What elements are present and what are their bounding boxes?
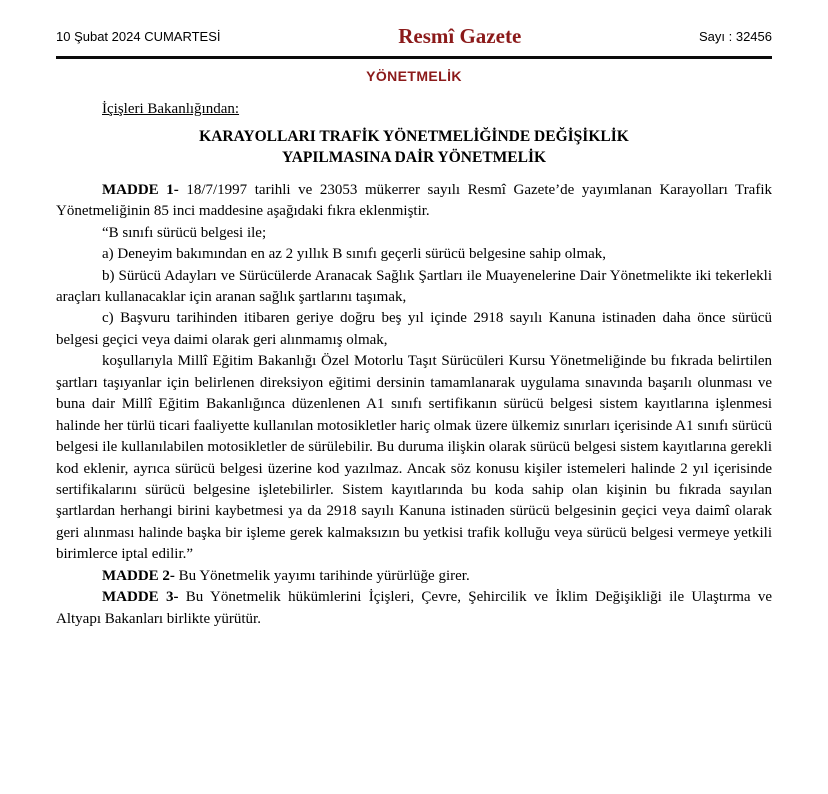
paragraph-madde-2 [56,566,772,587]
paragraph-madde-3 [56,587,772,630]
paragraph-conditions [56,351,772,565]
paragraph-item-b [56,266,772,309]
conditions-text: koşullarıyla Millî Eğitim Bakanlığı Özel Motorlu Taşıt Sürücüleri Kursu Yönetmeliğinde bu fıkrada belirtilen şartları taşıyanlar için belirlenen direksiyon eğitimi dersinin tamamlanarak uygulama sınavında başarılı olunması ve buna dair Millî Eğitim Bakanlığınca düzenlenen A1 sınıfı sertifikanın sürücü belgesi sistem kayıtlarına işlenmesi halinde her türlü ticari faaliyette kullanılan motosikletler hariç olmak üzere ülkemiz sınırları içerisinde A1 sınıfı sürücü belgesi ile kullanılabilen motosikletler de sürülebilir. Bu duruma ilişkin olarak sürücü belgesi sistem kayıtlarına gerekli kod eklenir, ayrıca sürücü belgesi üzerine kod yazılmaz. Ancak söz konusu kişiler istemeleri halinde 2 yıl içerisinde sertifikalarını sürücü belgesine işletebilirler. Sistem kayıtlarında bu koda sahip olan kişinin bu fıkrada sayılan şartlardan herhangi birini kaybetmesi ya da 2918 sayılı Kanuna istinaden sürücü belgesinin geçici veya daimî olarak geri alınması halinde başka bir işleme gerek kalmaksızın bu yetkisi trafik kolluğu veya sürücü belgesi vermeye yetkili birimlerce iptal edilir.” [56,353,772,563]
section-heading: YÖNETMELİK [366,68,462,84]
madde-3-label: MADDE 3- [102,589,179,606]
paragraph-item-c [56,308,772,351]
ministry-line: İçişleri Bakanlığından: [102,101,240,117]
regulation-body [56,180,772,630]
gazette-header [56,24,772,49]
header-issue-number: Sayı : 32456 [698,29,772,44]
item-b-text: b) Sürücü Adayları ve Sürücülerde Aranacak Sağlık Şartları ile Muayenelerine Dair Yönetmelikte iki tekerlekli araçları kullanacaklar için aranan sağlık şartlarını taşımak, [56,267,772,306]
madde-2-text: Bu Yönetmelik yayımı tarihinde yürürlüğe girer. [174,567,470,584]
regulation-title-line2: YAPILMASINA DAİR YÖNETMELİK [281,148,547,166]
ministry-line-wrap [56,101,772,118]
madde-2-label: MADDE 2- [102,567,175,584]
paragraph-madde-1 [56,180,772,223]
item-a-text: a) Deneyim bakımından en az 2 yıllık B sınıfı geçerli sürücü belgesine sahip olmak, [102,246,607,263]
quote-open-text: “B sınıfı sürücü belgesi ile; [102,224,267,241]
paragraph-item-a [56,244,772,265]
paragraph-quote-open [56,223,772,244]
item-c-text: c) Başvuru tarihinden itibaren geriye doğru beş yıl içinde 2918 sayılı Kanuna istinaden daha önce sürücü belgesi geçici veya daimi olarak geri alınmamış olmak, [56,310,772,348]
header-date: 10 Şubat 2024 CUMARTESİ [56,29,221,44]
madde-3-text: Bu Yönetmelik hükümlerini İçişleri, Çevre, Şehircilik ve İklim Değişikliği ile Ulaştırma ve Altyapı Bakanları birlikte yürütür. [56,589,772,627]
madde-1-text: 18/7/1997 tarihli ve 23053 mükerrer sayılı Resmî Gazete’de yayımlanan Karayolları Trafik Yönetmeliğinin 85 inci maddesine aşağıdaki fıkra eklenmiştir. [56,181,773,220]
header-rule [56,56,772,59]
regulation-title-line1: KARAYOLLARI TRAFİK YÖNETMELİĞİNDE DEĞİŞİKLİK [199,128,629,145]
madde-1-label: MADDE 1- [102,181,179,198]
gazette-title: Resmî Gazete [398,24,522,48]
